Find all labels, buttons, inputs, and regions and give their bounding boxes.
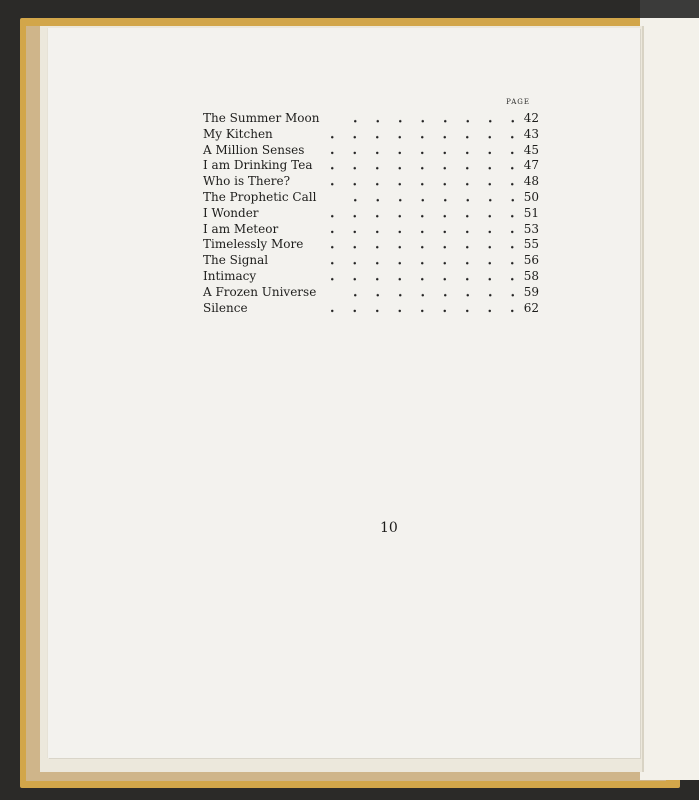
toc-leader-dots — [321, 253, 521, 269]
toc-entry — [203, 301, 543, 317]
toc-entry-page: 62 — [523, 300, 539, 315]
toc-entry-page: 48 — [523, 174, 539, 189]
toc-entry-title: I am Drinking Tea — [203, 158, 313, 173]
toc-entry — [203, 111, 543, 127]
toc-entry-title: A Million Senses — [203, 142, 305, 157]
toc-entry-title: Timelessly More — [203, 237, 304, 252]
toc-entry — [203, 222, 543, 238]
toc-entry-title: The Signal — [203, 253, 269, 268]
toc-entry — [203, 143, 543, 159]
toc-entry-page: 43 — [523, 126, 539, 141]
toc-leader-dots — [321, 206, 521, 222]
toc-entry-title: Who is There? — [203, 174, 291, 189]
toc-entry-page: 51 — [523, 205, 539, 220]
toc-entry-page: 45 — [523, 142, 539, 157]
toc-entry-title: My Kitchen — [203, 126, 273, 141]
toc-leader-dots — [321, 143, 521, 159]
toc-entry — [203, 190, 543, 206]
toc-entry-page: 50 — [523, 189, 539, 204]
toc-entry — [203, 285, 543, 301]
toc-leader-dots — [321, 158, 521, 174]
toc-list — [203, 111, 543, 316]
toc-leader-dots — [321, 127, 521, 143]
toc-entry-page: 59 — [523, 284, 539, 299]
toc-entry — [203, 237, 543, 253]
toc-leader-dots — [321, 301, 521, 317]
toc-entry-title: The Prophetic Call — [203, 189, 317, 204]
toc-entry-title: The Summer Moon — [203, 111, 320, 125]
toc-leader-dots — [321, 269, 521, 285]
toc-entry — [203, 174, 543, 190]
toc-entry-title: Silence — [203, 300, 248, 315]
toc-entry-page: 55 — [523, 237, 539, 252]
toc-leader-dots — [321, 237, 521, 253]
toc-entry-title: I am Meteor — [203, 221, 279, 236]
toc-leader-dots — [321, 174, 521, 190]
toc-entry-page: 56 — [523, 253, 539, 268]
toc-entry — [203, 253, 543, 269]
toc-leader-dots — [344, 285, 522, 301]
toc-entry — [203, 158, 543, 174]
toc-leader-dots — [344, 190, 522, 206]
page-number: 10 — [380, 520, 398, 536]
toc-entry — [203, 206, 543, 222]
toc-leader-dots — [321, 222, 521, 238]
toc-entry-title: Intimacy — [203, 268, 257, 283]
toc-entry-page: 58 — [523, 268, 539, 283]
toc-entry-title: I Wonder — [203, 205, 259, 220]
toc-entry-title: A Frozen Universe — [203, 284, 317, 299]
page-column-label: PAGE — [506, 98, 530, 106]
toc-entry — [203, 127, 543, 143]
toc-leader-dots — [344, 111, 522, 127]
opposite-page — [640, 18, 699, 780]
toc-entry-page: 53 — [523, 221, 539, 236]
toc-entry — [203, 269, 543, 285]
toc-entry-page: 47 — [523, 158, 539, 173]
background-strip — [640, 0, 699, 20]
toc-entry-page: 42 — [523, 111, 539, 125]
